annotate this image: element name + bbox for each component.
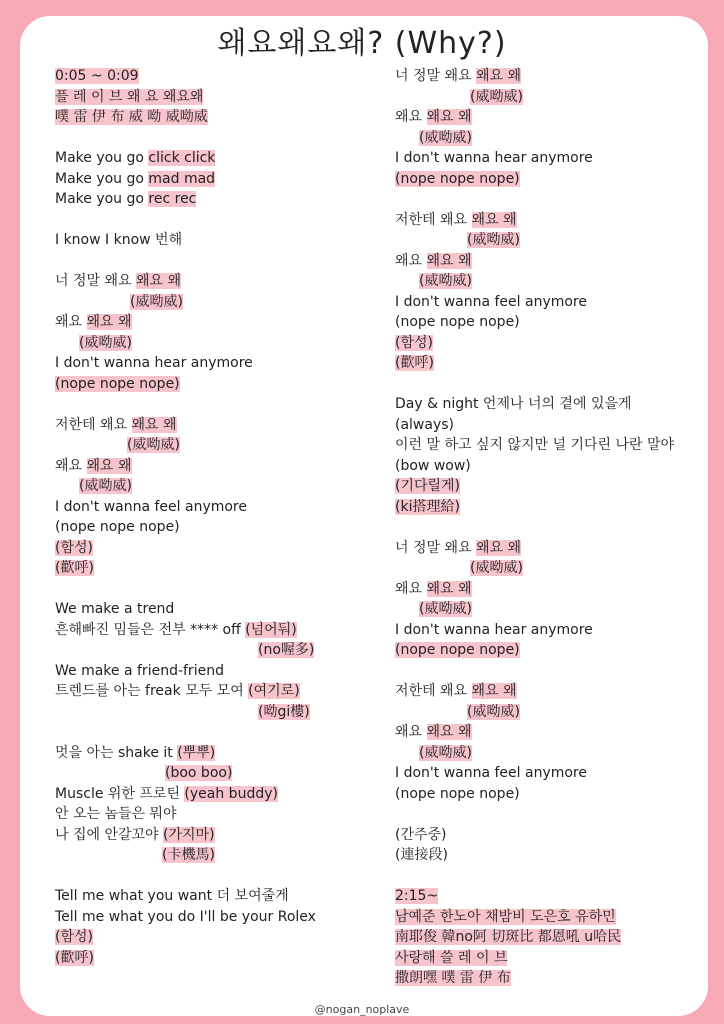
lyric-line [395,292,695,313]
lyric-text: 흔해빠진 밈들은 전부 **** off [55,621,246,638]
lyric-line [55,107,375,128]
highlighted-lyric: 왜요 왜 [131,416,177,433]
highlighted-lyric: (威呦威) [467,703,520,720]
lyric-line [395,722,695,743]
lyric-line [55,907,375,928]
lyric-text: Make you go [55,150,149,166]
lyric-line [55,456,375,477]
highlighted-lyric: (가지마) [163,826,215,843]
highlighted-lyric: 왜요 왜 [426,580,472,597]
lyric-text: I don't wanna feel anymore [395,765,587,781]
highlighted-lyric: 왜요 왜 [86,457,132,474]
highlighted-lyric: 噗 雷 伊 布 威 呦 威呦威 [55,109,208,125]
lyric-text: I don't wanna hear anymore [55,355,253,371]
lyric-text: Muscle 위한 프로틴 [55,785,185,802]
lyric-line [395,968,695,989]
lyric-text: Make you go [55,170,149,187]
lyric-line [55,620,375,641]
lyric-line [395,948,695,969]
lyric-line [395,128,695,149]
lyric-line [55,886,375,907]
lyric-text: (간주중) [395,826,447,843]
stanza-gap [55,210,375,231]
lyric-text: 너 정말 왜요 [55,273,136,289]
lyric-line [55,927,375,948]
highlighted-lyric: (威呦威) [419,601,472,617]
lyric-text: 트렌드를 아는 freak 모두 모여 [55,683,249,699]
highlighted-lyric: click click [148,150,216,166]
highlighted-lyric: (기다릴게) [395,478,461,494]
lyric-line [395,640,695,661]
highlighted-lyric: 南耶俊 韓no阿 切斑比 都恩吼 u哈民 [395,929,622,945]
lyric-line [395,886,695,907]
stanza-gap [395,374,695,395]
lyric-line [395,210,695,231]
lyric-text: 안 오는 놈들은 뭐야 [55,806,177,822]
highlighted-lyric: mad mad [148,170,216,187]
highlighted-lyric: (威呦威) [127,437,180,453]
lyric-line [55,702,375,723]
lyric-line [395,353,695,374]
highlighted-lyric: (여기로) [248,683,300,699]
lyric-line [55,948,375,969]
lyric-text: (always) [395,416,455,433]
lyric-line [395,230,695,251]
lyric-text: I don't wanna feel anymore [55,498,247,515]
lyric-line [395,620,695,641]
stanza-gap [55,128,375,149]
highlighted-lyric: (歡呼) [395,355,434,371]
lyric-line [395,538,695,559]
lyric-text: 저한테 왜요 [395,211,472,228]
highlighted-lyric: (ki搭理給) [395,498,460,515]
highlighted-lyric: (威呦威) [79,478,132,494]
stanza-gap [395,517,695,538]
lyric-text: I don't wanna feel anymore [395,293,587,310]
lyric-line [55,353,375,374]
highlighted-lyric: 왜요 왜 [471,211,517,228]
lyric-line [395,743,695,764]
lyric-line [55,271,375,292]
highlighted-lyric: (呦gi樓) [258,703,310,720]
lyric-line [395,907,695,928]
highlighted-lyric: (yeah buddy) [184,785,278,802]
highlighted-lyric: (威呦威) [470,88,523,105]
highlighted-lyric: 0:05 ~ 0:09 [55,68,139,84]
lyric-line [55,640,375,661]
lyric-line [55,599,375,620]
lyric-text: Day & night 언제나 너의 곁에 있을게 [395,396,632,412]
lyric-line [395,251,695,272]
lyric-text: 멋을 아는 shake it [55,744,178,761]
lyric-text: 너 정말 왜요 [395,539,476,556]
highlighted-lyric: 왜요 왜 [475,539,522,556]
highlighted-lyric: 왜요 왜 [135,273,182,289]
lyric-line [395,763,695,784]
lyric-text: I don't wanna hear anymore [395,621,593,638]
stanza-gap [55,394,375,415]
lyric-line [395,579,695,600]
highlighted-lyric: (뿌뿌) [177,744,216,761]
lyric-line [55,804,375,825]
lyric-line [395,415,695,436]
highlighted-lyric: 플 레 이 브 왜 요 왜요왜 [55,88,204,105]
stanza-gap [55,866,375,887]
lyric-line [395,87,695,108]
lyric-line [55,825,375,846]
lyric-line [55,497,375,518]
lyric-text: 왜요 [395,580,427,597]
highlighted-lyric: (威呦威) [130,293,183,310]
lyric-line [395,845,695,866]
lyric-text: 너 정말 왜요 [395,68,476,84]
highlighted-lyric: 사랑해 쓸 레 이 브 [395,949,508,966]
lyric-line [55,230,375,251]
lyric-line [395,148,695,169]
lyric-text: (nope nope nope) [55,519,180,535]
lyric-line [395,681,695,702]
lyric-line [395,702,695,723]
lyric-text: (連接段) [395,847,448,863]
stanza-gap [395,866,695,887]
lyric-text: 왜요 [55,457,87,474]
highlighted-lyric: (威呦威) [419,744,472,761]
lyric-text: 왜요 [55,314,87,330]
highlighted-lyric: 왜요 왜 [426,109,472,125]
lyric-text: (bow wow) [395,457,471,474]
lyric-text: 왜요 [395,109,427,125]
lyric-line [395,333,695,354]
stanza-gap [395,804,695,825]
page-title: 왜요왜요왜? (Why?) [217,26,507,61]
highlighted-lyric: (歡呼) [55,949,94,966]
lyric-line [55,148,375,169]
lyric-line [55,784,375,805]
lyric-line [55,558,375,579]
lyric-line [55,333,375,354]
lyric-line [395,456,695,477]
highlighted-lyric: rec rec [148,191,197,207]
lyric-line [55,517,375,538]
highlighted-lyric: (歡呼) [55,560,94,576]
highlighted-lyric: 왜요 왜 [426,252,472,269]
lyric-line [55,743,375,764]
lyric-text: Tell me what you do I'll be your Rolex [55,908,316,925]
highlighted-lyric: (威呦威) [467,232,520,248]
highlighted-lyric: 왜요 왜 [426,724,472,740]
highlighted-lyric: (no喔多) [258,642,315,658]
lyric-line [395,435,695,456]
highlighted-lyric: (威呦威) [419,273,472,289]
lyric-line [395,476,695,497]
lyric-line [395,927,695,948]
lyric-line [55,415,375,436]
highlighted-lyric: 왜요 왜 [471,683,517,699]
lyric-line [395,497,695,518]
lyric-line [55,312,375,333]
lyric-line [55,87,375,108]
highlighted-lyric: (함성) [55,539,93,556]
lyric-text: 왜요 [395,724,427,740]
highlighted-lyric: 왜요 왜 [475,68,522,84]
lyric-text: Tell me what you want 더 보여줄게 [55,888,289,904]
lyric-line [55,845,375,866]
lyric-text: 왜요 [395,252,427,269]
lyric-text: We make a friend-friend [55,662,224,679]
lyric-line [55,374,375,395]
lyric-line [395,394,695,415]
highlighted-lyric: (nope nope nope) [55,375,180,392]
stanza-gap [55,722,375,743]
stanza-gap [395,661,695,682]
highlighted-lyric: (nope nope nope) [395,642,520,658]
lyric-text: (nope nope nope) [395,314,520,330]
lyric-line [395,558,695,579]
highlighted-lyric: (威呦威) [470,560,523,576]
lyric-line [395,599,695,620]
lyric-line [395,66,695,87]
lyric-text: 저한테 왜요 [55,416,132,433]
highlighted-lyric: (卡機馬) [162,847,215,863]
lyric-text: 저한테 왜요 [395,683,472,699]
lyric-text: We make a trend [55,601,175,617]
lyric-line [395,784,695,805]
lyric-line [395,825,695,846]
stanza-gap [55,579,375,600]
lyric-line [55,681,375,702]
highlighted-lyric: (함성) [55,929,93,945]
lyric-line [55,435,375,456]
highlighted-lyric: (boo boo) [165,765,233,781]
highlighted-lyric: (nope nope nope) [395,170,520,187]
lyric-text: I don't wanna hear anymore [395,150,593,166]
lyric-line [55,476,375,497]
lyric-line [55,169,375,190]
lyric-text: 나 집에 안갈꼬야 [55,826,164,843]
highlighted-lyric: (넘어둬) [245,621,297,638]
lyric-line [55,661,375,682]
stanza-gap [395,189,695,210]
stanza-gap [55,251,375,272]
highlighted-lyric: 撒朗嘿 噗 雷 伊 布 [395,970,511,986]
lyric-line [55,292,375,313]
lyric-line [55,189,375,210]
lyric-text: Make you go [55,191,149,207]
lyric-line [395,107,695,128]
highlighted-lyric: 2:15~ [395,888,439,904]
lyric-text: I know I know 번해 [55,232,183,248]
lyric-line [395,169,695,190]
lyric-line [55,763,375,784]
lyric-text: (nope nope nope) [395,785,520,802]
author-handle: @nogan_noplave [314,1003,410,1016]
lyric-line [395,312,695,333]
highlighted-lyric: (威呦威) [419,129,472,146]
lyrics-column-left [55,66,375,968]
lyric-text: 이런 말 하고 싶지 않지만 널 기다린 나란 말야 [395,437,675,453]
lyrics-column-right [395,66,695,989]
highlighted-lyric: (威呦威) [79,334,132,351]
highlighted-lyric: 왜요 왜 [86,314,132,330]
lyric-line [395,271,695,292]
highlighted-lyric: (함성) [395,334,433,351]
lyric-line [55,538,375,559]
lyric-line [55,66,375,87]
highlighted-lyric: 남예준 한노아 채밤비 도은호 유하민 [395,908,616,925]
